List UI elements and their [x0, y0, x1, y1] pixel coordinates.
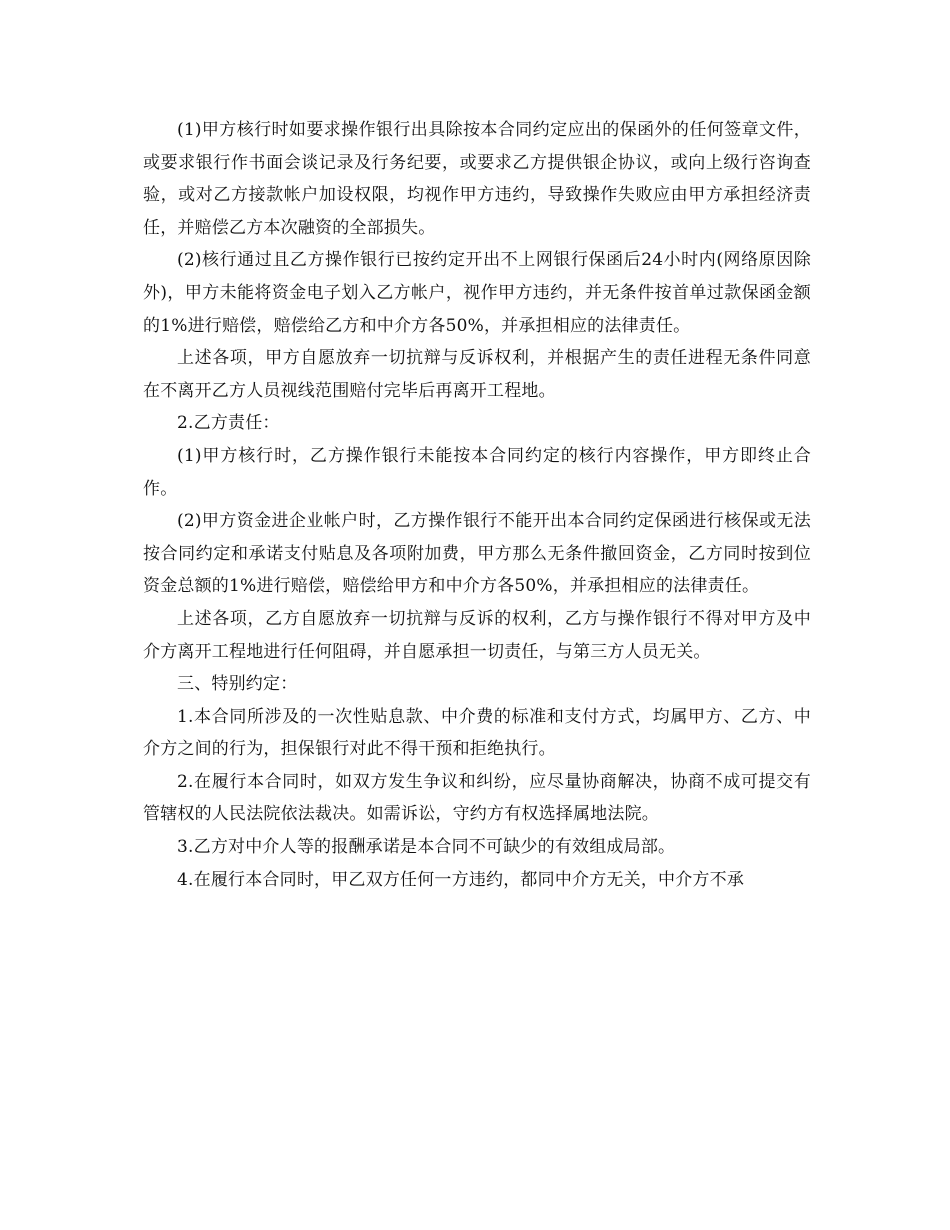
paragraph-jia-obligation-2: (2)核行通过且乙方操作银行已按约定开出不上网银行保函后24小时内(网络原因除外)，甲方未能将资金电子划入乙方帐户，视作甲方违约，并无条件按首单过款保函金额的1%进行赔偿，赔偿给乙方和中介方各50%，并承担相应的法律责任。 — [143, 250, 811, 336]
paragraph-special-term-1: 1.本合同所涉及的一次性贴息款、中介费的标准和支付方式，均属甲方、乙方、中介方之间的行为，担保银行对此不得干预和拒绝执行。 — [143, 706, 811, 760]
paragraph-jia-waiver: 上述各项，甲方自愿放弃一切抗辩与反诉权利，并根据产生的责任进程无条件同意在不离开乙方人员视线范围赔付完毕后再离开工程地。 — [143, 348, 811, 401]
paragraph-yi-waiver: 上述各项，乙方自愿放弃一切抗辩与反诉的权利，乙方与操作银行不得对甲方及中介方离开工程地进行任何阻碍，并自愿承担一切责任，与第三方人员无关。 — [143, 608, 811, 662]
paragraph-yi-obligation-2: (2)甲方资金进企业帐户时，乙方操作银行不能开出本合同约定保函进行核保或无法按合同约定和承诺支付贴息及各项附加费，甲方那么无条件撤回资金，乙方同时按到位资金总额的1%进行赔偿，赔偿给甲方和中介方各50%，并承担相应的法律责任。 — [143, 511, 811, 597]
section-heading-yi-responsibility: 2.乙方责任： — [177, 413, 280, 434]
paragraph-special-term-3: 3.乙方对中介人等的报酬承诺是本合同不可缺少的有效组成局部。 — [177, 837, 676, 858]
paragraph-special-term-2: 2.在履行本合同时，如双方发生争议和纠纷，应尽量协商解决，协商不成可提交有管辖权的人民法院依法裁决。如需诉讼，守约方有权选择属地法院。 — [143, 771, 811, 825]
paragraph-special-term-4: 4.在履行本合同时，甲乙双方任何一方违约，都同中介方无关，中介方不承 — [177, 869, 745, 890]
paragraph-jia-obligation-1: (1)甲方核行时如要求操作银行出具除按本合同约定应出的保函外的任何签章文件，或要求银行作书面会谈记录及行务纪要，或要求乙方提供银企协议，或向上级行咨询查验，或对乙方接款帐户加设权限，均视作甲方违约，导致操作失败应由甲方承担经济责任，并赔偿乙方本次融资的全部损失。 — [143, 120, 811, 238]
paragraph-yi-obligation-1: (1)甲方核行时，乙方操作银行未能按本合同约定的核行内容操作，甲方即终止合作。 — [143, 445, 811, 499]
document-body — [143, 114, 811, 896]
section-heading-special-terms: 三、特别约定： — [177, 674, 298, 695]
